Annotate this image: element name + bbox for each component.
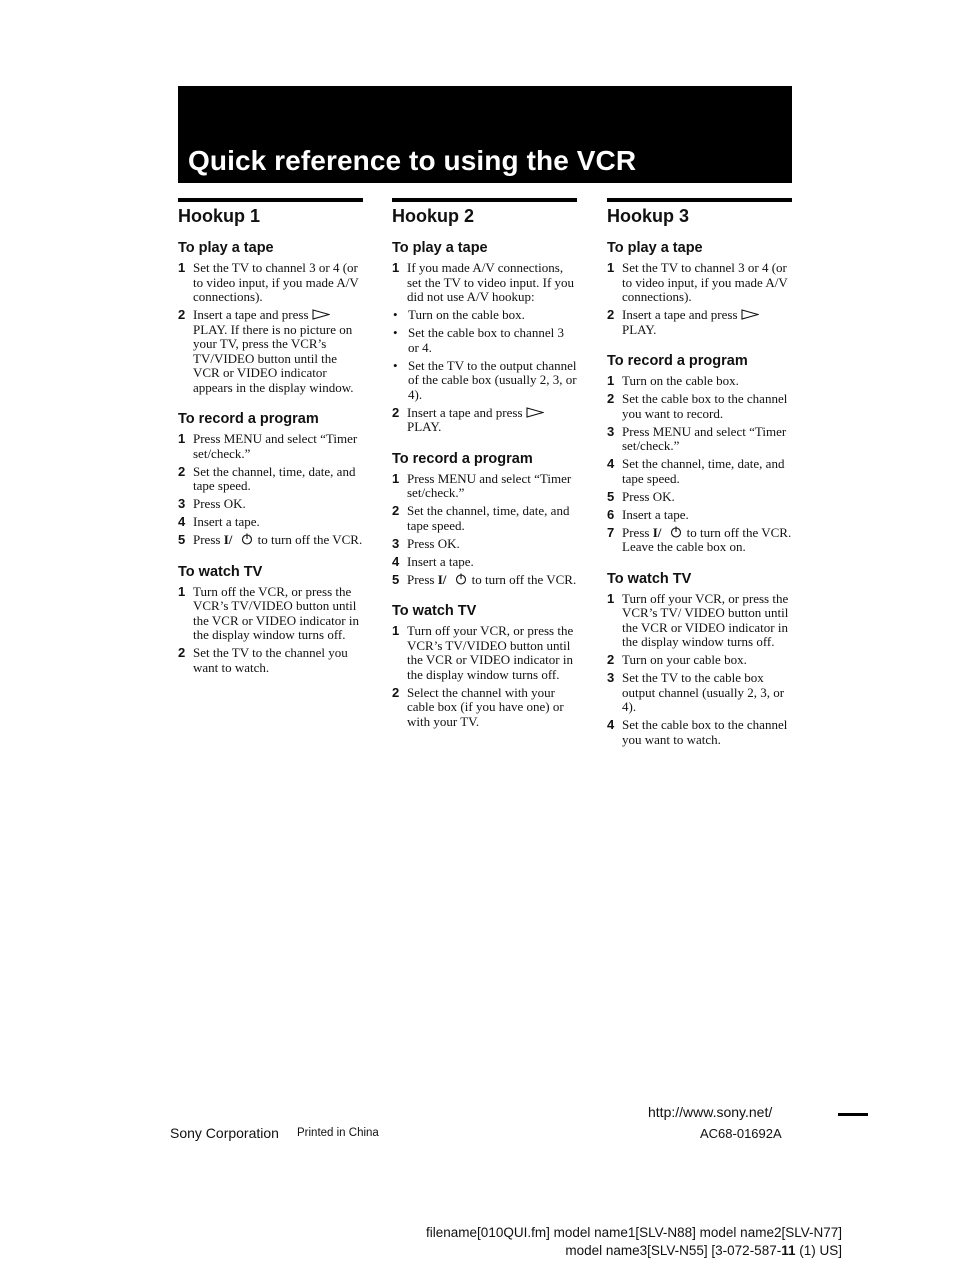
step-list	[178, 432, 363, 548]
power-label: I/	[437, 571, 447, 587]
step-text	[193, 497, 363, 512]
step-text-content: Insert a tape.	[622, 506, 689, 522]
step-text	[622, 261, 792, 305]
step-number: 3	[607, 423, 615, 439]
step-text-content: Set the TV to channel 3 or 4 (or to video input, if you made A/V connections).	[193, 260, 359, 304]
power-label: I/	[223, 532, 233, 547]
step-number: 2	[607, 652, 615, 667]
step-note: Leave the cable box on.	[622, 539, 746, 554]
play-label: PLAY.	[193, 321, 228, 337]
footer-url: http://www.sony.net/	[648, 1104, 773, 1120]
section-title: To play a tape	[392, 240, 488, 256]
step-text-content: Turn on the cable box.	[622, 373, 739, 388]
bullet-item	[392, 308, 577, 323]
column-rule	[607, 198, 792, 202]
step-number: 2	[392, 503, 400, 518]
step-text-content: Press MENU and select “Timer set/check.”	[407, 470, 572, 500]
instruction-section	[392, 451, 577, 588]
step-item	[392, 573, 577, 588]
step-text-content: Set the TV to the cable box output channel (usually 2, 3, or 4).	[622, 670, 785, 714]
step-text	[408, 326, 577, 355]
step-item	[392, 261, 577, 305]
step-text	[407, 686, 577, 730]
footer-code: AC68-01692A	[700, 1126, 782, 1141]
step-item	[392, 406, 577, 435]
step-text-content: Turn off the VCR, or press the VCR’s TV/VIDEO button until the VCR or VIDEO indicator in the display window turns off.	[193, 583, 359, 642]
column-rule	[178, 198, 363, 202]
step-text	[622, 653, 792, 668]
step-text-content: Set the TV to channel 3 or 4 (or to video input, if you made A/V connections).	[622, 260, 788, 304]
step-text	[622, 374, 792, 389]
step-item	[607, 425, 792, 454]
instruction-section	[607, 240, 792, 337]
column-heading: Hookup 1	[178, 206, 261, 226]
play-triangle-icon	[741, 309, 759, 320]
play-label: PLAY.	[622, 321, 657, 337]
step-list	[607, 592, 792, 748]
instruction-section	[607, 571, 792, 748]
step-number: 4	[607, 717, 615, 732]
step-text-content: If you made A/V connections, set the TV to video input. If you did not use A/V hookup:	[407, 260, 575, 304]
step-item	[607, 526, 792, 555]
step-text	[407, 573, 577, 588]
step-text-content: Press OK.	[193, 496, 246, 511]
step-text-content: Press MENU and select “Timer set/check.”	[193, 431, 358, 461]
step-list	[607, 374, 792, 555]
step-item	[178, 585, 363, 643]
step-text	[622, 308, 792, 337]
footer-dash	[838, 1113, 868, 1116]
step-text-content: Set the TV to the output channel of the cable box (usually 2, 3, or 4).	[408, 357, 577, 402]
step-text-content: Press OK.	[622, 488, 675, 504]
column-hookup-1	[178, 198, 363, 691]
title-banner	[178, 86, 792, 183]
step-text-content: Turn on the cable box.	[408, 307, 525, 322]
file-info-line-2-pre: model name3[SLV-N55] [3-072-587-	[565, 1243, 782, 1258]
column-heading: Hookup 3	[607, 206, 690, 226]
step-number: 6	[607, 506, 615, 522]
step-text	[407, 624, 577, 682]
step-text-content: Turn off your VCR, or press the VCR’s TV/VIDEO button until the VCR or VIDEO indicator in the display window turns off.	[407, 623, 574, 682]
step-item	[607, 490, 792, 505]
file-info	[426, 1224, 842, 1260]
step-list	[392, 261, 577, 435]
step-number: 1	[178, 260, 186, 275]
step-number: 4	[607, 456, 615, 471]
step-item	[178, 533, 363, 548]
power-label: I/	[652, 524, 662, 540]
step-number: 1	[607, 590, 615, 606]
power-icon	[232, 533, 254, 545]
step-number: 1	[607, 373, 615, 388]
section-title: To record a program	[178, 411, 319, 427]
bullet-marker: •	[393, 307, 398, 322]
step-item	[607, 457, 792, 486]
step-item	[607, 653, 792, 668]
section-title: To play a tape	[178, 240, 274, 256]
step-item	[607, 718, 792, 747]
instruction-section	[178, 564, 363, 676]
step-text-post: If there is no picture on your TV, press the VCR’s TV/VIDEO button until the VCR or VIDEO indicator appears in the display window.	[193, 321, 354, 395]
file-info-line-2-bold: 11	[781, 1243, 796, 1258]
instruction-section	[178, 411, 363, 548]
column-heading: Hookup 2	[392, 206, 475, 226]
step-text-content: Press MENU and select “Timer set/check.”	[622, 423, 787, 453]
step-number: 1	[392, 260, 400, 275]
column-hookup-3	[607, 198, 792, 763]
step-text-content: Insert a tape.	[407, 553, 474, 569]
step-item	[607, 374, 792, 389]
step-text	[622, 490, 792, 505]
section-title: To play a tape	[607, 240, 703, 256]
step-number: 4	[392, 553, 400, 569]
step-number: 2	[178, 307, 186, 322]
step-list	[178, 261, 363, 395]
step-text	[193, 261, 363, 305]
step-number: 4	[178, 514, 186, 529]
step-number: 5	[392, 571, 400, 587]
step-number: 5	[178, 532, 186, 547]
step-text-content: Set the channel, time, date, and tape speed.	[407, 503, 570, 533]
instruction-section	[178, 240, 363, 395]
step-text	[193, 432, 363, 461]
file-info-line-2	[426, 1242, 842, 1260]
step-text	[622, 425, 792, 454]
section-title: To record a program	[607, 353, 748, 369]
step-item	[392, 472, 577, 501]
step-number: 3	[392, 535, 400, 551]
step-number: 2	[178, 463, 186, 479]
step-text-content: Set the cable box to channel 3 or 4.	[408, 325, 564, 355]
step-number: 1	[178, 583, 186, 599]
play-triangle-icon	[526, 407, 544, 418]
step-text	[193, 533, 363, 548]
step-number: 5	[607, 488, 615, 504]
step-list	[392, 472, 577, 588]
step-text-post: to turn off the VCR.	[683, 524, 792, 540]
step-text	[622, 526, 792, 555]
step-item	[178, 465, 363, 494]
step-number: 2	[392, 404, 400, 420]
section-title: To watch TV	[392, 603, 477, 619]
power-icon	[661, 526, 683, 538]
bullet-item	[392, 326, 577, 355]
step-text	[622, 457, 792, 486]
step-text	[407, 537, 577, 552]
step-number: 2	[178, 645, 186, 660]
step-number: 2	[607, 307, 615, 322]
step-number: 7	[607, 524, 615, 540]
step-text	[622, 392, 792, 421]
step-text-content: Set the channel, time, date, and tape speed.	[193, 463, 356, 493]
footer-printed: Printed in China	[297, 1127, 379, 1139]
step-text	[408, 308, 577, 323]
file-info-line-1: filename[010QUI.fm] model name1[SLV-N88] model name2[SLV-N77]	[426, 1225, 842, 1240]
file-info-line-2-post: (1) US]	[795, 1243, 842, 1258]
step-number: 2	[607, 391, 615, 406]
step-text-content: Press OK.	[407, 535, 460, 551]
step-text-pre: Insert a tape and press	[407, 404, 523, 420]
step-text-post: to turn off the VCR.	[468, 571, 577, 587]
step-text-pre: Insert a tape and press	[193, 307, 309, 322]
step-text	[622, 592, 792, 650]
step-number: 2	[392, 684, 400, 700]
step-text	[193, 465, 363, 494]
step-text-pre: Press	[193, 532, 221, 547]
bullet-item	[392, 359, 577, 403]
step-text-pre: Press	[407, 571, 435, 587]
step-item	[178, 515, 363, 530]
step-item	[392, 555, 577, 570]
step-text	[622, 508, 792, 523]
step-item	[607, 508, 792, 523]
play-triangle-icon	[312, 309, 330, 320]
column-hookup-2	[392, 198, 577, 745]
footer-company: Sony Corporation	[170, 1125, 279, 1141]
step-list	[178, 585, 363, 676]
step-item	[178, 432, 363, 461]
play-label: PLAY.	[407, 419, 442, 434]
step-item	[178, 497, 363, 512]
step-item	[607, 261, 792, 305]
section-title: To record a program	[392, 450, 533, 467]
step-text-pre: Press	[622, 524, 650, 540]
step-text-content: Set the TV to the channel you want to watch.	[193, 645, 348, 675]
step-text	[407, 406, 577, 435]
step-text	[407, 261, 577, 305]
step-item	[392, 504, 577, 533]
step-number: 3	[607, 670, 615, 685]
section-title: To watch TV	[178, 563, 263, 580]
step-item	[178, 308, 363, 395]
step-list	[392, 624, 577, 729]
instruction-section	[392, 603, 577, 729]
step-text	[193, 646, 363, 675]
step-text-content: Insert a tape.	[193, 514, 260, 529]
column-rule	[392, 198, 577, 202]
section-title: To watch TV	[607, 570, 692, 587]
page-title: Quick reference to using the VCR	[188, 145, 637, 176]
step-text	[407, 504, 577, 533]
step-number: 1	[178, 431, 186, 446]
step-item	[607, 671, 792, 715]
step-item	[607, 308, 792, 337]
step-text	[407, 555, 577, 570]
step-text-pre: Insert a tape and press	[622, 307, 738, 322]
step-text-content: Turn off your VCR, or press the VCR’s TV/ VIDEO button until the VCR or VIDEO indicator in the display window turns off.	[622, 590, 789, 649]
step-number: 3	[178, 496, 186, 511]
step-text-post: to turn off the VCR.	[254, 532, 363, 547]
step-item	[178, 646, 363, 675]
step-text-content: Set the channel, time, date, and tape speed.	[622, 456, 785, 486]
step-text	[193, 308, 363, 395]
step-item	[178, 261, 363, 305]
step-text	[622, 718, 792, 747]
step-item	[392, 537, 577, 552]
step-text	[193, 585, 363, 643]
step-number: 1	[607, 260, 615, 275]
step-text-content: Set the cable box to the channel you want to watch.	[622, 717, 788, 747]
step-text	[622, 671, 792, 715]
step-text	[408, 359, 577, 403]
step-item	[607, 592, 792, 650]
step-item	[392, 686, 577, 730]
step-item	[607, 392, 792, 421]
step-item	[392, 624, 577, 682]
step-text-content: Set the cable box to the channel you want to record.	[622, 391, 788, 421]
power-icon	[446, 573, 468, 585]
step-text-content: Turn on your cable box.	[622, 652, 747, 667]
bullet-marker: •	[393, 325, 398, 340]
step-text	[407, 472, 577, 501]
instruction-section	[392, 240, 577, 435]
step-list	[607, 261, 792, 337]
step-number: 1	[392, 623, 400, 638]
instruction-section	[607, 353, 792, 555]
step-text	[193, 515, 363, 530]
step-text-content: Select the channel with your cable box (if you have one) or with your TV.	[407, 684, 564, 729]
step-number: 1	[392, 470, 400, 486]
bullet-marker: •	[393, 357, 398, 373]
